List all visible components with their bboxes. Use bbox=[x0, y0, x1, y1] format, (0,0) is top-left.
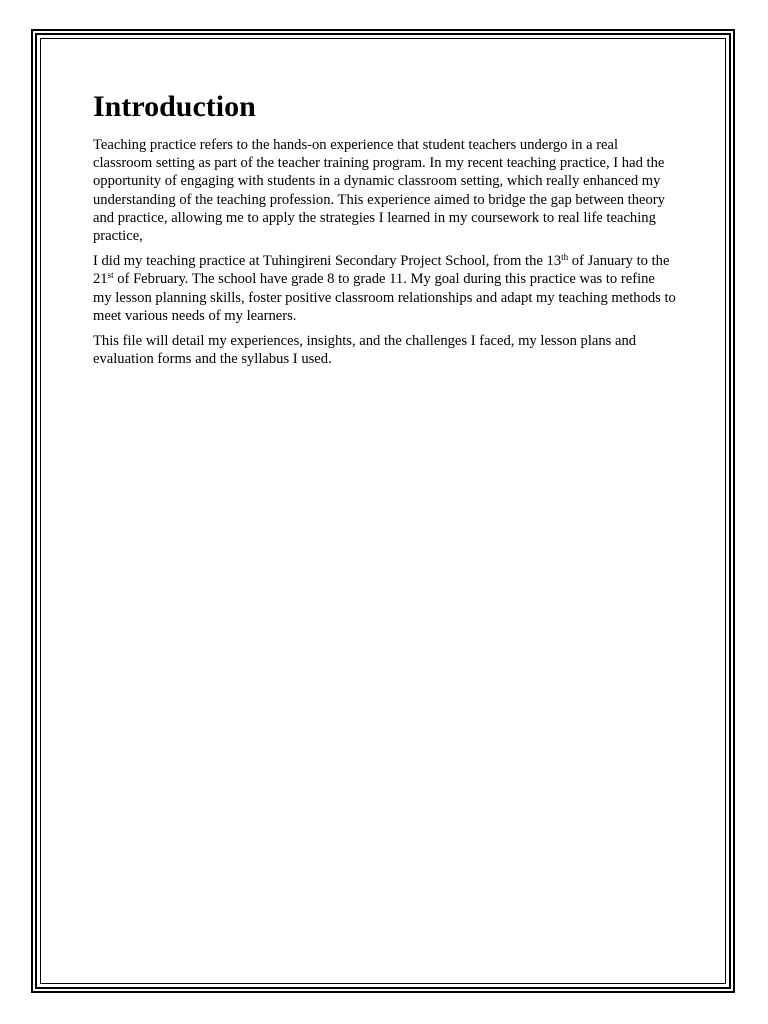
paragraph-1: Teaching practice refers to the hands-on experience that student teachers undergo in a real classroom setting as part of the teacher training program. In my recent teaching practice, I had the opportunity of engaging with students in a dynamic classroom setting, which really enhanced my understanding of the teaching profession. This experience aimed to bridge the gap between theory and practice, allowing me to apply the strategies I learned in my coursework to real life teaching practice, bbox=[93, 137, 665, 245]
paragraph-2-part-2: of January to the 21 bbox=[93, 253, 670, 288]
document-body bbox=[93, 88, 677, 375]
paragraph-2-part-1: I did my teaching practice at Tuhingireni Secondary Project School, from the 13 bbox=[93, 253, 562, 270]
section-heading: Introduction bbox=[93, 90, 256, 123]
paragraph-2-part-3: of February. The school have grade 8 to grade 11. My goal during this practice was to refine my lesson planning skills, foster positive classroom relationships and adapt my teaching methods to meet various needs of my learners. bbox=[93, 271, 676, 324]
ordinal-suffix-th: th bbox=[561, 252, 569, 263]
paragraph-3: This file will detail my experiences, insights, and the challenges I faced, my lesson plans and evaluation forms and the syllabus I used. bbox=[93, 333, 637, 368]
ordinal-suffix-st: st bbox=[107, 270, 114, 281]
paragraph-2 bbox=[93, 252, 677, 325]
